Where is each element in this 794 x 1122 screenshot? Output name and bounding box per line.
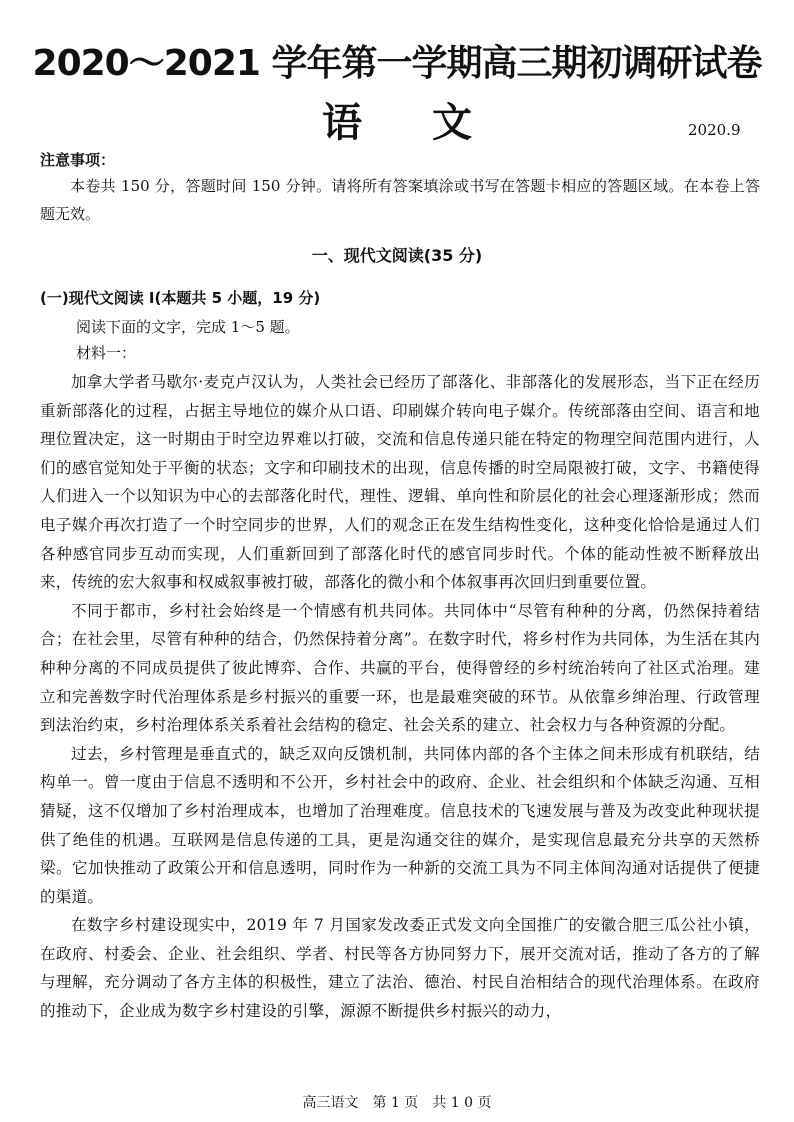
exam-title: 2020～2021 学年第一学期高三期初调研试卷 (32, 43, 762, 84)
subject-title: 语文 (322, 100, 542, 146)
passage-paragraph: 不同于都市，乡村社会始终是一个情感有机共同体。共同体中“尽管有种种的分离，仍然保持着结合；在社会里，尽管有种种的结合，仍然保持着分离”。在数字时代，将乡村作为共同体，为生活在其内种种分离的不同成员提供了彼此博弈、合作、共赢的平台，使得曾经的乡村统治转向了社区式治理。建立和完善数字时代治理体系是乡村振兴的重要一环，也是最难突破的环节。从依靠乡绅治理、行政管理到法治约束，乡村治理体系关系着社会结构的稳定、社会关系的建立、社会权力与各种资源的分配。 (40, 601, 760, 735)
reading-instruction: 阅读下面的文字，完成 1～5 题。 (76, 318, 300, 336)
page-footer: 高三语文 第 1 页 共 1 0 页 (302, 1095, 492, 1111)
notice-text: 本卷共 150 分，答题时间 150 分钟。请将所有答案填涂或书写在答题卡相应的答题区域。在本卷上答题无效。 (40, 177, 760, 223)
passage-body (40, 368, 760, 1026)
subsection-title: (一)现代文阅读 I(本题共 5 小题，19 分) (40, 289, 321, 307)
passage-paragraph: 在数字乡村建设现实中，2019 年 7 月国家发改委正式发文向全国推广的安徽合肥三瓜公社小镇，在政府、村委会、企业、社会组织、学者、村民等各方协同努力下，展开交流对话，推动了各方的了解与理解，充分调动了各方主体的积极性，建立了法治、德治、村民自治相结合的现代治理体系。在政府的推动下，企业成为数字乡村建设的引擎，源源不断提供乡村振兴的动力， (40, 916, 760, 1021)
passage-paragraph: 过去，乡村管理是垂直式的，缺乏双向反馈机制，共同体内部的各个主体之间未形成有机联结，结构单一。曾一度由于信息不透明和不公开，乡村社会中的政府、企业、社会组织和个体缺乏沟通、互相猜疑，这不仅增加了乡村治理成本，也增加了治理难度。信息技术的飞速发展与普及为改变此种现状提供了绝佳的机遇。互联网是信息传递的工具，更是沟通交往的媒介，是实现信息最充分共享的天然桥梁。它加快推动了政策公开和信息透明，同时作为一种新的交流工具为不同主体间沟通对话提供了便捷的渠道。 (40, 744, 760, 906)
passage-paragraph: 加拿大学者马歇尔·麦克卢汉认为，人类社会已经历了部落化、非部落化的发展形态，当下正在经历重新部落化的过程，占据主导地位的媒介从口语、印刷媒介转向电子媒介。传统部落由空间、语言和地理位置决定，这一时期由于时空边界难以打破，交流和信息传递只能在特定的物理空间范围内进行，人们的感官觉知处于平衡的状态；文字和印刷技术的出现，信息传播的时空局限被打破，文字、书籍使得人们进入一个以知识为中心的去部落化时代，理性、逻辑、单向性和阶层化的社会心理逐渐形成；然而电子媒介再次打造了一个时空同步的世界，人们的观念正在发生结构性变化，这种变化恰恰是通过人们各种感官同步互动而实现，人们重新回到了部落化时代的感官同步时代。个体的能动性被不断释放出来，传统的宏大叙事和权威叙事被打破，部落化的微小和个体叙事再次回归到重要位置。 (40, 373, 760, 592)
notice-label: 注意事项： (40, 151, 116, 169)
exam-date: 2020.9 (688, 121, 741, 139)
material-label: 材料一： (76, 344, 137, 362)
section-title: 一、现代文阅读(35 分) (311, 246, 483, 265)
